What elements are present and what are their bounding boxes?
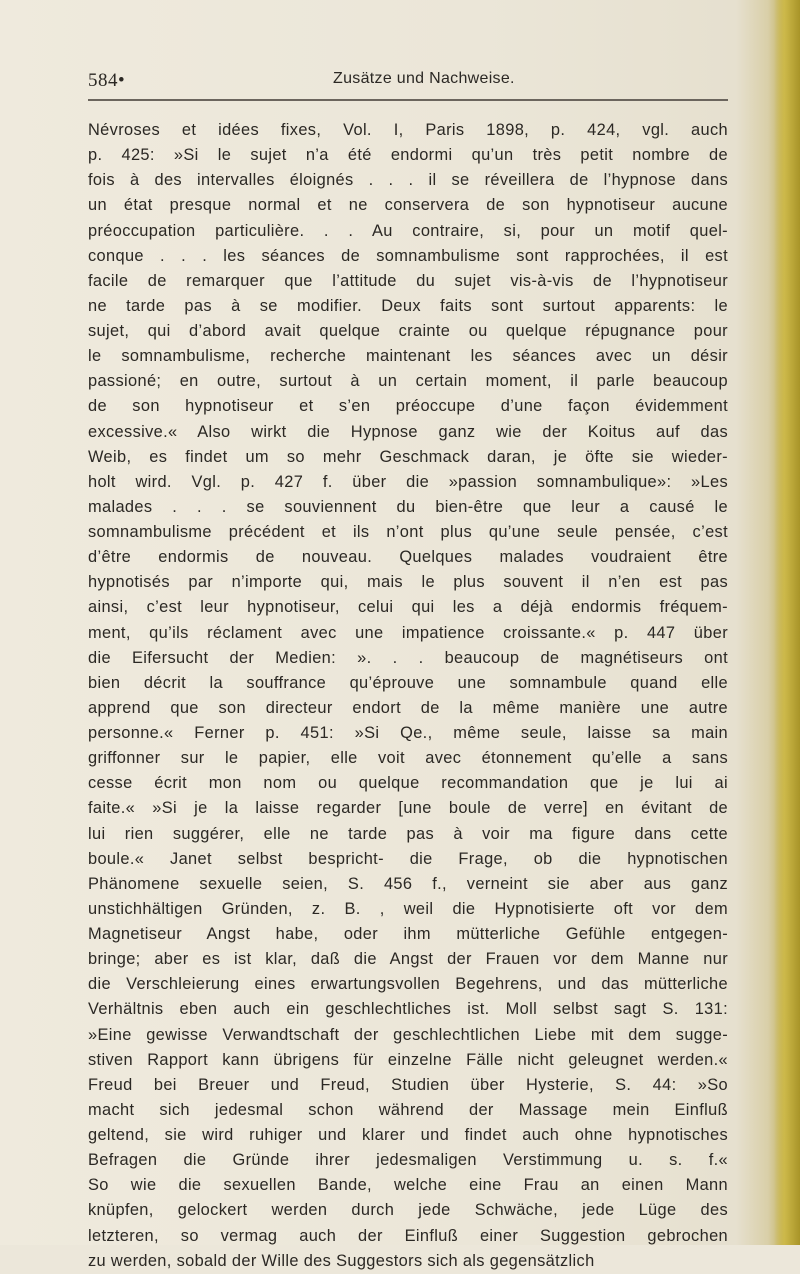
text-line: bringe; aber es ist klar, daß die Angst der Frauen vor dem Manne nur <box>88 950 728 969</box>
text-line: holt wird. Vgl. p. 427 f. über die »passion somnambulique»: »Les <box>88 472 728 491</box>
text-line: Freud bei Breuer und Freud, Studien über Hysterie, S. 44: »So <box>88 1075 728 1094</box>
text-line: préoccupation particulière. . . Au contraire, si, pour un motif quel- <box>88 221 728 240</box>
running-title: Zusätze und Nachweise. <box>333 70 515 87</box>
text-line: Phänomene sexuelle seien, S. 456 f., verneint sie aber aus ganz <box>88 874 728 893</box>
text-line: facile de remarquer que l’attitude du sujet vis-à-vis de l’hypnotiseur <box>88 271 728 290</box>
text-line: excessive.« Also wirkt die Hypnose ganz wie der Koitus auf das <box>88 422 728 441</box>
text-line: »Eine gewisse Verwandtschaft der geschlechtlichen Liebe mit dem sugge- <box>88 1025 728 1044</box>
text-line: faite.« »Si je la laisse regarder [une boule de verre] en évitant de <box>88 799 728 818</box>
text-line: zu werden, sobald der Wille des Suggestors sich als gegensätzlich <box>88 1251 595 1270</box>
text-line: personne.« Ferner p. 451: »Si Qe., même seule, laisse sa main <box>88 724 728 742</box>
text-line: Befragen die Gründe ihrer jedesmaligen Verstimmung u. s. f.« <box>88 1151 728 1170</box>
text-line: passioné; en outre, surtout à un certain moment, il parle beaucoup <box>88 372 728 391</box>
text-line: apprend que son directeur endort de la même manière une autre <box>88 698 728 717</box>
text-line: So wie die sexuellen Bande, welche eine Frau an einen Mann <box>88 1176 728 1195</box>
body-text <box>88 118 728 1274</box>
text-line: Magnetiseur Angst habe, oder ihm mütterliche Gefühle entgegen- <box>88 925 728 943</box>
text-line: sujet, qui d’abord avait quelque crainte ou quelque répugnance pour <box>88 322 728 340</box>
text-line: cesse écrit mon nom ou quelque recommandation que je lui ai <box>88 774 728 793</box>
text-line: geltend, sie wird ruhiger und klarer und findet auch ohne hypnotisches <box>88 1126 728 1144</box>
text-line: Névroses et idées fixes, Vol. I, Paris 1898, p. 424, vgl. auch <box>88 121 728 139</box>
text-line: griffonner sur le papier, elle voit avec étonnement qu’elle a sans <box>88 749 728 768</box>
text-line: unstichhältigen Gründen, z. B. , weil die Hypnotisierte oft vor dem <box>88 899 728 918</box>
text-line: le somnambulisme, recherche maintenant les séances avec un désir <box>88 347 728 366</box>
text-line: knüpfen, gelockert werden durch jede Schwäche, jede Lüge des <box>88 1201 728 1220</box>
text-line: ne tarde pas à se modifier. Deux faits sont surtout apparents: le <box>88 296 728 315</box>
text-line: fois à des intervalles éloignés . . . il se réveillera de l’hypnose dans <box>88 171 728 190</box>
text-line: die Eifersucht der Medien: ». . . beaucoup de magnétiseurs ont <box>88 648 728 667</box>
header-rule <box>88 99 728 101</box>
text-line: p. 425: »Si le sujet n’a été endormi qu’un très petit nombre de <box>88 146 728 165</box>
text-line: ainsi, c’est leur hypnotiseur, celui qui les a déjà endormis fréquem- <box>88 598 728 617</box>
text-line: Weib, es findet um so mehr Geschmack daran, je öfte sie wieder- <box>88 447 728 466</box>
text-line: conque . . . les séances de somnambulisme sont rapprochées, il est <box>88 246 728 265</box>
page-edge <box>774 0 800 1245</box>
page-number: 584• <box>88 70 126 91</box>
text-line: macht sich jedesmal schon während der Massage mein Einfluß <box>88 1100 728 1119</box>
text-line: un état presque normal et ne conservera de son hypnotiseur aucune <box>88 196 728 215</box>
text-line: de son hypnotiseur et s’en préoccupe d’une façon évidemment <box>88 397 728 416</box>
text-line: ment, qu’ils réclament avec une impatience croissante.« p. 447 über <box>88 623 728 642</box>
text-line: die Verschleierung eines erwartungsvollen Begehrens, und das mütterliche <box>88 975 728 994</box>
text-line: hypnotisés par n’importe qui, mais le plus souvent il n’en est pas <box>88 573 728 592</box>
text-line: bien décrit la souffrance qu’éprouve une somnambule quand elle <box>88 673 728 692</box>
text-line: lui rien suggérer, elle ne tarde pas à voir ma figure dans cette <box>88 824 728 843</box>
text-line: letzteren, so vermag auch der Einfluß einer Suggestion gebrochen <box>88 1226 728 1245</box>
text-line: malades . . . se souviennent du bien-être que leur a causé le <box>88 497 728 516</box>
text-line: boule.« Janet selbst bespricht- die Frage, ob die hypnotischen <box>88 849 728 868</box>
text-line: Verhältnis eben auch ein geschlechtliches ist. Moll selbst sagt S. 131: <box>88 1000 728 1019</box>
text-line: d’être endormis de nouveau. Quelques malades voudraient être <box>88 548 728 567</box>
text-line: somnambulisme précédent et ils n’ont plus qu’une seule pensée, c’est <box>88 523 728 541</box>
text-line: stiven Rapport kann übrigens für einzelne Fälle nicht geleugnet werden.« <box>88 1050 728 1069</box>
page-header <box>88 68 730 96</box>
